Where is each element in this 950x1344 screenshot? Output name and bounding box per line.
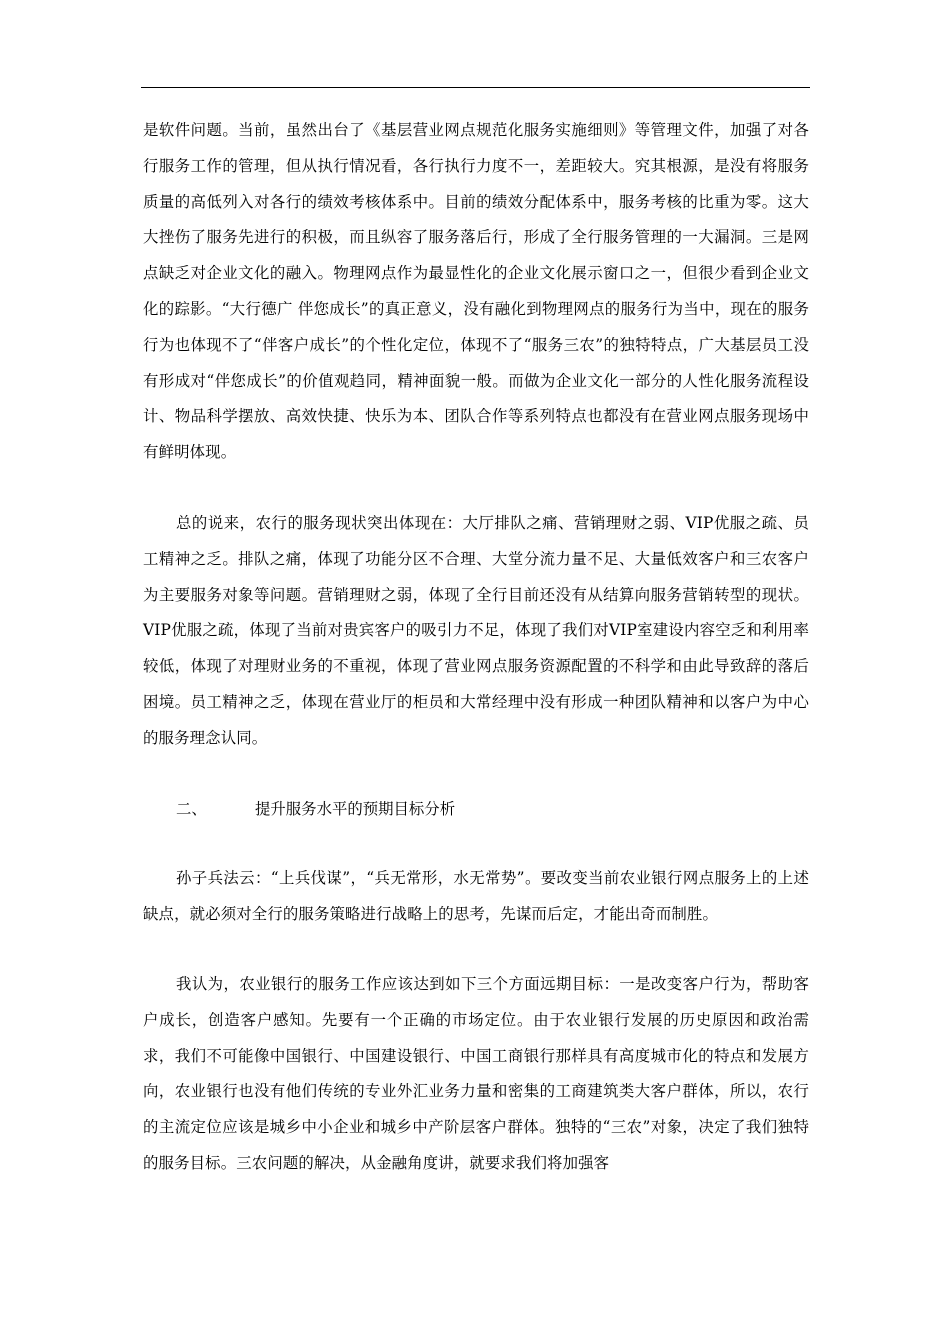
section-title: 提升服务水平的预期目标分析 <box>255 799 456 818</box>
header-rule <box>141 87 810 88</box>
paragraph-service-status-summary: 总的说来，农行的服务现状突出体现在：大厅排队之痛、营销理财之弱、VIP优服之疏、员工精神之乏。排队之痛，体现了功能分区不合理、大堂分流力量不足、大量低效客户和三农客户为主要服务对象等问题。营销理财之弱，体现了全行目前还没有从结算向服务营销转型的现状。VIP优服之疏，体现了当前对贵宾客户的吸引力不足，体现了我们对VIP室建设内容空乏和利用率较低，体现了对理财业务的不重视，体现了营业网点服务资源配置的不科学和由此导致辞的落后困境。员工精神之乏，体现在营业厅的柜员和大常经理中没有形成一种团队精神和以客户为中心的服务理念认同。 <box>143 513 809 747</box>
document-body <box>143 113 809 1182</box>
section-number: 二、 <box>176 799 207 818</box>
paragraph-service-goals: 我认为，农业银行的服务工作应该达到如下三个方面远期目标：一是改变客户行为，帮助客户成长，创造客户感知。先要有一个正确的市场定位。由于农业银行发展的历史原因和政治需求，我们不可能像中国银行、中国建设银行、中国工商银行那样具有高度城市化的特点和发展方向，农业银行也没有他们传统的专业外汇业务力量和密集的工商建筑类大客户群体，所以，农行的主流定位应该是城乡中小企业和城乡中产阶层客户群体。独特的“三农”对象，决定了我们独特的服务目标。三农问题的解决，从金融角度讲，就要求我们将加强客 <box>143 974 809 1172</box>
paragraph-sunzi-quote: 孙子兵法云：“上兵伐谋”，“兵无常形，水无常势”。要改变当前农业银行网点服务上的上述缺点，就必须对全行的服务策略进行战略上的思考，先谋而后定，才能出奇而制胜。 <box>143 869 809 924</box>
section-heading <box>143 792 809 828</box>
paragraph-service-management: 是软件问题。当前，虽然出台了《基层营业网点规范化服务实施细则》等管理文件，加强了对各行服务工作的管理，但从执行情况看，各行执行力度不一，差距较大。究其根源，是没有将服务质量的高低列入对各行的绩效考核体系中。目前的绩效分配体系中，服务考核的比重为零。这大大挫伤了服务先进行的积极，而且纵容了服务落后行，形成了全行服务管理的一大漏洞。三是网点缺乏对企业文化的融入。物理网点作为最显性化的企业文化展示窗口之一，但很少看到企业文化的踪影。“大行德广 伴您成长”的真正意义，没有融化到物理网点的服务行为当中，现在的服务行为也体现不了“伴客户成长”的个性化定位，体现不了“服务三农”的独特特点，广大基层员工没有形成对“伴您成长”的价值观趋同，精神面貌一般。而做为企业文化一部分的人性化服务流程设计、物品科学摆放、高效快捷、快乐为本、团队合作等系列特点也都没有在营业网点服务现场中有鲜明体现。 <box>143 121 809 462</box>
